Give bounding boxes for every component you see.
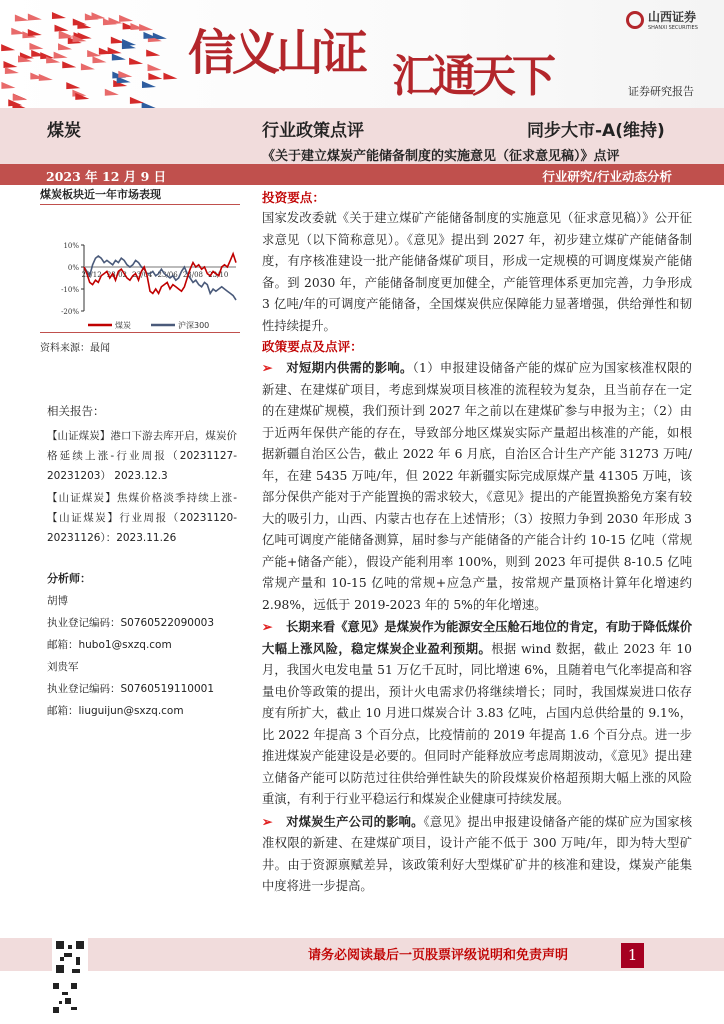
x-tick-label: 22/12 — [81, 271, 102, 279]
report-subtitle: 《关于建立煤炭产能储备制度的实施意见（征求意见稿）》点评 — [262, 149, 620, 164]
arrow-shape — [92, 56, 106, 63]
logo-cn: 山西证券 — [648, 10, 697, 24]
sector: 煤炭 — [47, 121, 81, 141]
legend-label: 煤炭 — [115, 321, 131, 330]
bullet-paragraph — [262, 811, 692, 898]
arrow-shape — [11, 28, 25, 35]
related-report-link[interactable]: 【山证煤炭】焦煤价格淡季持续上涨-【山证煤炭】行业周报（20231120-20231126）：2023.11.26 — [47, 492, 237, 544]
rating: 同步大市-A(维持) — [527, 121, 665, 141]
report-kind: 证券研究报告 — [628, 85, 694, 98]
arrow-shape — [146, 49, 160, 56]
arrow-shape — [28, 29, 42, 36]
arrow-bullet-icon: ➢ — [262, 813, 273, 829]
arrow-shape — [81, 63, 95, 70]
analyst-name: 刘贵军 — [47, 661, 79, 673]
analyst-name: 胡博 — [47, 595, 68, 607]
arrow-shape — [148, 73, 162, 80]
logo-en: SHANXI SECURITIES — [648, 25, 698, 31]
arrow-shape — [129, 58, 143, 65]
slogan-part1: 信义山证 — [188, 25, 365, 81]
arrow-shape — [118, 71, 132, 78]
date-bar — [0, 164, 724, 185]
arrow-shape — [58, 43, 72, 50]
arrow-shape — [59, 32, 73, 39]
footer — [0, 938, 724, 971]
analyst-license: 执业登记编码：S0760519110001 — [47, 683, 215, 695]
qr-code-icon[interactable] — [52, 936, 88, 978]
arrow-shape — [130, 97, 144, 104]
analyst-email[interactable]: 邮箱：liuguijun@sxzq.com — [47, 705, 184, 717]
report-category: 行业研究/行业动态分析 — [542, 169, 672, 184]
bullet-text: （1）申报建设储备产能的煤矿应为国家核准权限的新建、在建煤矿项目，考虑到煤炭项目核准的流程较为复杂，且当前存在一定的在建煤矿规模，我们预计到 2027 年之前以在建煤矿参与申报为主；（2）由于近两年保供产能的存在，导致部分地区煤炭实际产量超出核准的产能，如根据新疆自治区公告，截止 2022 年 6 月底，自治区合计生产产能 31273 万吨/年，在建 5435 万吨/年，但 2022 年新疆实际完成原煤产量 41305 万吨，该部分保供产能对于产能置换的需求较大，《意见》提出的产能置换豁免方案有较大的吸引力，山西、内蒙古也存在上述情形；（3）按照力争到 2030 年形成 3 亿吨可调度产能储备测算，届时参与产能储备的产能合计约 10-15 亿吨（常规产能+储备产能），假设产能利用率 100%，则到 2023 年可提供 8-10.5 亿吨常规产量和 10-15 亿吨的常规+应急产量，按常规产量顶格计算年化增速约 2.98%，远低于 2019-2023 年的 5%的年化增速。 — [262, 361, 692, 612]
analyst-license: 执业登记编码：S0760522090003 — [47, 617, 215, 629]
y-tick-label: 0% — [67, 264, 79, 272]
chart-source: 资料来源：最闻 — [40, 343, 110, 354]
report-date: 2023 年 12 月 9 日 — [46, 169, 167, 184]
arrow-shape — [139, 24, 153, 31]
page-number: 1 — [621, 943, 644, 968]
bullet-lead: 对煤炭生产公司的影响。 — [286, 814, 424, 829]
arrow-bullet-icon: ➢ — [262, 619, 273, 634]
x-tick-label: 23/04 — [132, 271, 153, 279]
bullet-text: 根据 wind 数据，截止 2023 年 10 月，我国火电发电量 51 万亿千瓦时，同比增速 6%，且随着电气化率提高和容量电价等政策的提出，预计火电需求仍将继续增长；同时，我国煤炭进口依存度有所扩大，截止 10 月进口煤炭合计 3.83 亿吨，占国内总供给量的 9.1%，比 2022 年提高 3 个百分点，比疫情前的 2019 年提高 1.6 个百分点。进一步推进煤炭产能建设是必要的。但同时产能释放应考虑周期波动，《意见》提出建立储备产能可以防范过往供给弹性缺失的阶段煤炭价格超预期大幅上涨的风险重演，有利于行业平稳运行和煤炭企业健康可持续发展。 — [262, 641, 692, 806]
arrow-shape — [112, 54, 126, 61]
company-logo — [626, 8, 698, 31]
related-reports — [47, 400, 237, 548]
arrow-shape — [163, 73, 177, 80]
flying-arrows-graphic — [0, 0, 185, 108]
arrow-shape — [142, 81, 156, 88]
arrow-shape — [1, 82, 15, 89]
arrow-shape — [105, 89, 119, 96]
related-title: 相关报告： — [47, 404, 105, 418]
legend-label: 沪深300 — [178, 321, 210, 330]
arrow-shape — [15, 15, 29, 22]
title-band — [0, 108, 724, 164]
market-performance-chart — [40, 205, 240, 333]
invest-text: 国家发改委就《关于建立煤矿产能储备制度的实施意见（征求意见稿）》公开征求意见（以下简称意见）。《意见》提出到 2027 年，初步建立煤矿产能储备制度，有序核准建设一批产能储备煤矿项目，形成一定规模的可调度煤炭产能储备。到 2030 年，产能储备制度更加健全，产能管理体系更加完善，力争形成 3 亿吨/年的可调度产能储备，全国煤炭供应保障能力显著增强，供给弹性和韧性持续提升。 — [262, 211, 692, 333]
sidebar-info — [47, 400, 237, 722]
bullet-lead: 长期来看《意见》是煤炭作为能源安全压舱石地位的肯定，有助于降低煤价大幅上涨风险，稳定煤炭企业盈利预期。 — [262, 620, 692, 656]
policy-title: 政策要点及点评： — [262, 339, 363, 354]
bullet-paragraph — [262, 616, 692, 811]
market-chart-panel — [40, 186, 240, 354]
arrow-shape — [55, 25, 69, 32]
arrow-shape — [66, 82, 80, 89]
y-tick-label: -20% — [61, 308, 79, 316]
related-report-link[interactable]: 【山证煤炭】港口下游去库开启，煤炭价格延续上涨-行业周报（20231127-20231203） 2023.12.3 — [47, 430, 237, 482]
x-tick-label: 23/06 — [157, 271, 178, 279]
chart-title: 煤炭板块近一年市场表现 — [40, 186, 240, 205]
y-tick-label: -10% — [61, 286, 79, 294]
arrow-shape — [52, 12, 66, 19]
x-tick-label: 23/10 — [208, 271, 229, 279]
logo-icon — [626, 11, 644, 29]
arrow-shape — [3, 61, 17, 68]
arrow-shape — [77, 22, 91, 29]
arrow-shape — [13, 94, 27, 101]
arrow-shape — [5, 67, 19, 74]
x-tick-label: 23/02 — [106, 271, 128, 279]
analyst-email[interactable]: 邮箱：hubo1@sxzq.com — [47, 639, 172, 651]
report-type: 行业政策点评 — [262, 121, 364, 141]
arrow-shape — [54, 52, 68, 59]
analysts — [47, 568, 237, 722]
arrow-shape — [1, 44, 15, 51]
arrow-shape — [122, 39, 136, 46]
slogan-part2: 汇通天下 — [392, 51, 552, 102]
bullet-paragraph — [262, 357, 692, 616]
main-content — [262, 188, 692, 898]
arrow-shape — [119, 15, 133, 22]
arrow-shape — [28, 14, 42, 21]
qr-code-icon[interactable] — [53, 983, 77, 1013]
disclaimer-note: 请务必阅读最后一页股票评级说明和免责声明 — [308, 948, 569, 963]
arrow-shape — [62, 61, 76, 68]
analyst-title: 分析师： — [47, 572, 91, 585]
invest-title: 投资要点： — [262, 190, 325, 205]
y-tick-label: 10% — [63, 242, 79, 250]
arrow-shape — [29, 43, 43, 50]
arrow-bullet-icon: ➢ — [262, 360, 273, 375]
bullet-text: 《意见》提出申报建设储备产能的煤矿应为国家核准权限的新建、在建煤矿项目，设计产能不低于 300 万吨/年，即为特大型矿井。由于资源禀赋差异，该政策利好大型煤矿矿井的核准和建设，煤炭产能集中度将进一步提高。 — [262, 814, 692, 893]
arrow-shape — [148, 64, 162, 71]
bullet-lead: 对短期内供需的影响。 — [286, 361, 413, 375]
x-tick-label: 23/08 — [182, 271, 204, 279]
header-banner — [0, 0, 724, 108]
